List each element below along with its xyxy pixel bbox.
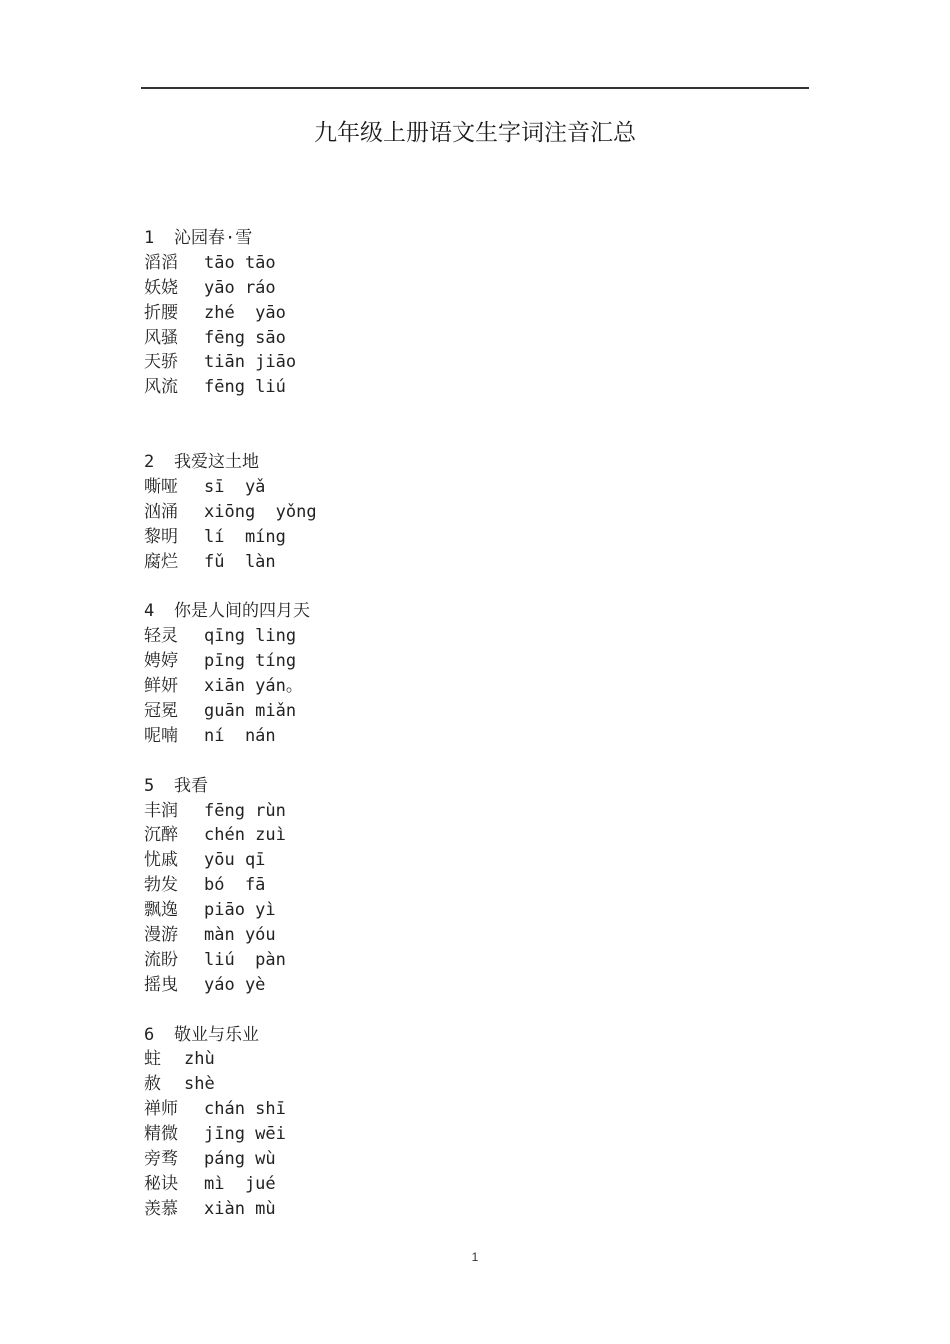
vocab-pinyin: chán shī (204, 1099, 286, 1120)
vocab-word: 天骄 (144, 352, 178, 373)
vocab-pinyin: màn yóu (204, 924, 276, 945)
section-title: 我看 (174, 775, 208, 796)
vocab-entry (144, 350, 804, 375)
section-spacer (144, 749, 804, 774)
vocab-pinyin: chén zuì (204, 825, 286, 846)
vocab-entry (144, 251, 804, 276)
vocab-entry (144, 276, 804, 301)
vocab-word: 羡慕 (144, 1198, 178, 1219)
vocab-entry (144, 550, 804, 575)
section-title: 敬业与乐业 (174, 1024, 259, 1045)
vocab-pinyin: mì jué (204, 1173, 276, 1194)
vocab-word: 秘诀 (144, 1173, 178, 1194)
section-heading (144, 226, 804, 251)
vocab-word: 风骚 (144, 327, 178, 348)
vocab-word: 流盼 (144, 949, 178, 970)
vocab-entry (144, 525, 804, 550)
vocab-pinyin: shè (184, 1074, 215, 1095)
vocab-entry (144, 923, 804, 948)
vocab-word: 黎明 (144, 526, 178, 547)
vocab-word: 禅师 (144, 1099, 178, 1120)
vocab-word: 轻灵 (144, 626, 178, 647)
vocab-entry (144, 873, 804, 898)
section-spacer (144, 998, 804, 1023)
page-number: 1 (471, 1250, 479, 1264)
vocab-word: 鲜妍 (144, 676, 178, 697)
vocab-word: 滔滔 (144, 252, 178, 273)
vocab-pinyin: yāo ráo (204, 277, 276, 298)
vocab-entry (144, 649, 804, 674)
vocab-word: 漫游 (144, 924, 178, 945)
vocab-pinyin: tiān jiāo (204, 352, 297, 373)
vocab-entry (144, 898, 804, 923)
vocab-pinyin: páng wù (204, 1148, 276, 1169)
vocab-pinyin: xiān yán。 (204, 676, 303, 697)
vocab-entry (144, 1047, 804, 1072)
vocab-pinyin: xiōng yǒng (204, 501, 317, 522)
vocab-word: 勃发 (144, 875, 178, 896)
section-spacer (144, 400, 804, 450)
vocab-pinyin: jīng wēi (204, 1124, 286, 1145)
section-heading (144, 774, 804, 799)
vocabulary-list (144, 226, 804, 1222)
vocab-entry (144, 624, 804, 649)
vocab-word: 冠冕 (144, 700, 178, 721)
section (144, 226, 804, 400)
section (144, 599, 804, 748)
vocab-word: 嘶哑 (144, 476, 178, 497)
vocab-word: 呢喃 (144, 725, 178, 746)
vocab-entry (144, 948, 804, 973)
vocab-pinyin: guān miǎn (204, 700, 297, 721)
vocab-entry (144, 848, 804, 873)
section-number: 2 (144, 452, 155, 473)
vocab-pinyin: lí míng (204, 526, 286, 547)
vocab-entry (144, 1147, 804, 1172)
vocab-pinyin: fēng sāo (204, 327, 286, 348)
section-title: 我爱这土地 (174, 452, 259, 473)
vocab-entry (144, 799, 804, 824)
section-number: 6 (144, 1024, 155, 1045)
vocab-pinyin: yáo yè (204, 974, 266, 995)
vocab-entry (144, 1172, 804, 1197)
vocab-word: 蛀 (144, 1049, 161, 1070)
vocab-pinyin: yōu qī (204, 850, 266, 871)
vocab-word: 飘逸 (144, 900, 178, 921)
vocab-word: 折腰 (144, 302, 178, 323)
vocab-entry (144, 823, 804, 848)
vocab-pinyin: pīng tíng (204, 651, 297, 672)
vocab-word: 沉醉 (144, 825, 178, 846)
vocab-pinyin: qīng ling (204, 626, 297, 647)
vocab-pinyin: fǔ làn (204, 551, 276, 572)
section-number: 1 (144, 228, 155, 248)
vocab-entry (144, 1097, 804, 1122)
vocab-entry (144, 699, 804, 724)
vocab-pinyin: fēng liú (204, 377, 286, 398)
section-heading (144, 599, 804, 624)
vocab-entry (144, 375, 804, 400)
vocab-word: 丰润 (144, 800, 178, 821)
section-title: 沁园春·雪 (174, 228, 253, 248)
vocab-pinyin: tāo tāo (204, 252, 276, 273)
vocab-word: 旁骛 (144, 1148, 178, 1169)
section (144, 774, 804, 998)
vocab-pinyin: fēng rùn (204, 800, 286, 821)
vocab-word: 摇曳 (144, 974, 178, 995)
vocab-word: 忧戚 (144, 850, 178, 871)
vocab-pinyin: bó fā (204, 875, 266, 896)
section-number: 5 (144, 775, 155, 796)
section-spacer (144, 574, 804, 599)
vocab-entry (144, 1072, 804, 1097)
section-heading (144, 1023, 804, 1048)
vocab-pinyin: piāo yì (204, 900, 276, 921)
document-title: 九年级上册语文生字词注音汇总 (314, 120, 636, 146)
vocab-entry (144, 301, 804, 326)
vocab-pinyin: zhù (184, 1049, 215, 1070)
vocab-entry (144, 724, 804, 749)
vocab-pinyin: zhé yāo (204, 302, 286, 323)
vocab-entry (144, 326, 804, 351)
section-number: 4 (144, 601, 155, 622)
section (144, 1023, 804, 1222)
header-rule (141, 87, 809, 89)
vocab-word: 汹涌 (144, 501, 178, 522)
vocab-pinyin: sī yǎ (204, 476, 266, 497)
vocab-word: 风流 (144, 377, 178, 398)
vocab-entry (144, 973, 804, 998)
vocab-word: 精微 (144, 1124, 178, 1145)
vocab-pinyin: ní nán (204, 725, 276, 746)
vocab-entry (144, 674, 804, 699)
vocab-word: 妖娆 (144, 277, 178, 298)
vocab-pinyin: liú pàn (204, 949, 286, 970)
section-title: 你是人间的四月天 (174, 601, 310, 622)
section (144, 450, 804, 574)
vocab-word: 腐烂 (144, 551, 178, 572)
section-heading (144, 450, 804, 475)
vocab-entry (144, 475, 804, 500)
vocab-word: 娉婷 (144, 651, 178, 672)
vocab-entry (144, 1197, 804, 1222)
vocab-word: 赦 (144, 1074, 161, 1095)
vocab-pinyin: xiàn mù (204, 1198, 276, 1219)
vocab-entry (144, 1122, 804, 1147)
vocab-entry (144, 500, 804, 525)
